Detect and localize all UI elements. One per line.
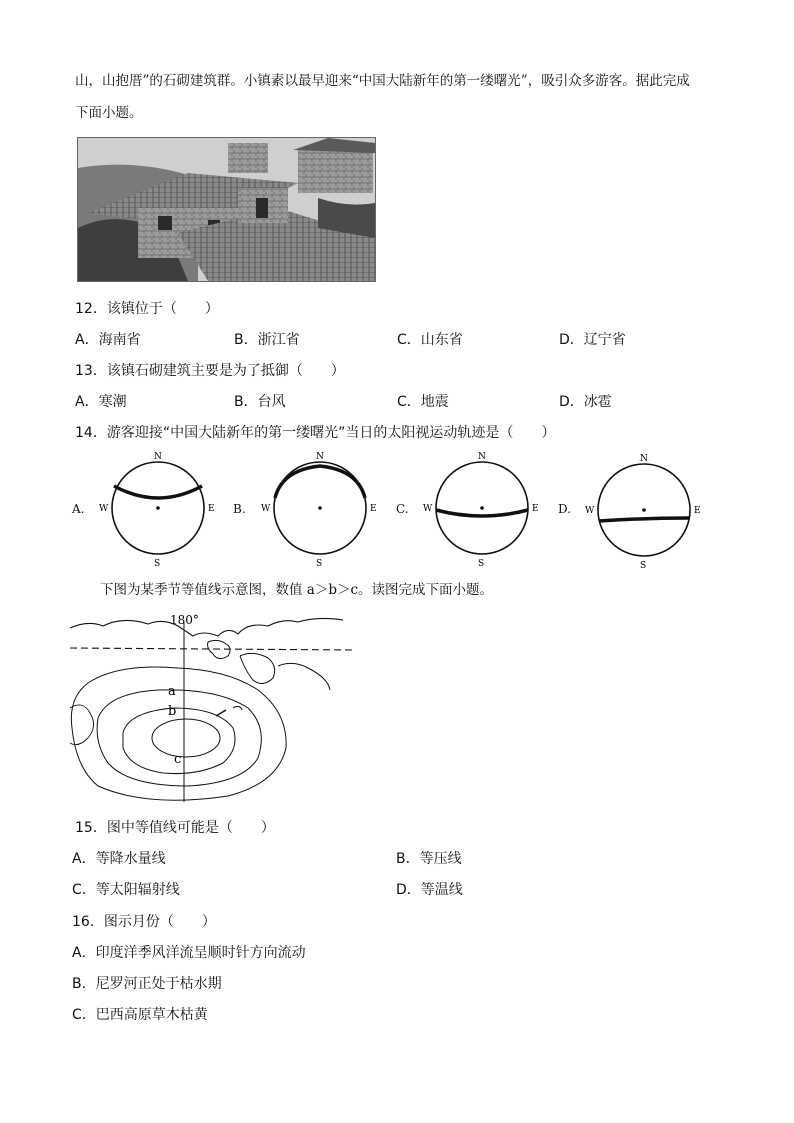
sun-path-dial-d[interactable] [585,454,701,570]
dial-c-s: S [478,559,485,569]
dial-b-e: E [370,504,377,514]
isoline-map [68,608,358,808]
intro-line-1: 山，山抱厝”的石砌建筑群。小镇素以最早迎来“中国大陆新年的第一缕曙光”，吸引众多游客。据此完成 [75,73,690,89]
q12-option-d[interactable]: D．辽宁省 [559,332,626,348]
dial-a-e: E [208,504,215,514]
dial-b-w: W [261,504,271,514]
question-13-stem: 13．该镇石砌建筑主要是为了抵御（ ） [75,363,345,379]
sun-path-dial-a[interactable] [99,452,215,569]
dial-c-n: N [478,452,486,462]
q15-option-d[interactable]: D．等温线 [396,882,463,898]
dial-d-w: W [585,506,595,516]
intro-line-2: 下面小题。 [75,105,143,121]
q14-option-a-letter[interactable]: A. [72,502,85,516]
contour-label-b: b [168,704,177,719]
dial-c-e: E [532,504,539,514]
q14-option-c-letter[interactable]: C. [396,502,409,516]
question-16-stem: 16．图示月份（ ） [72,914,216,930]
map-meridian-label: 180° [170,613,199,627]
q13-option-c[interactable]: C．地震 [397,394,449,410]
q13-option-d[interactable]: D．冰雹 [559,394,612,410]
question-15-stem: 15．图中等值线可能是（ ） [75,820,275,836]
dial-a-n: N [154,452,162,462]
contour-label-a: a [168,684,176,699]
question-14-stem: 14．游客迎接“中国大陆新年的第一缕曙光”当日的太阳视运动轨迹是（ ） [75,425,556,441]
q14-option-b-letter[interactable]: B. [233,502,246,516]
sun-path-diagrams [90,448,730,570]
q12-option-a[interactable]: A．海南省 [75,332,141,348]
dial-b-s: S [316,559,323,569]
q16-option-a[interactable]: A．印度洋季风洋流呈顺时针方向流动 [72,945,306,961]
q16-option-c[interactable]: C．巴西高原草木枯黄 [72,1007,208,1023]
q16-option-b[interactable]: B．尼罗河正处于枯水期 [72,976,222,992]
q13-option-a[interactable]: A．寒潮 [75,394,127,410]
dial-d-e: E [694,506,701,516]
q15-option-a[interactable]: A．等降水量线 [72,851,166,867]
sun-path-dial-c[interactable] [423,452,539,569]
dial-a-w: W [99,504,109,514]
dial-b-n: N [316,452,324,462]
dial-d-s: S [640,561,647,570]
intro-isoline-figure: 下图为某季节等值线示意图，数值 a＞b＞c。读图完成下面小题。 [100,582,494,598]
sun-path-dial-b[interactable] [261,452,377,569]
dial-a-s: S [154,559,161,569]
q12-option-b[interactable]: B．浙江省 [234,332,300,348]
q12-option-c[interactable]: C．山东省 [397,332,463,348]
q15-option-b[interactable]: B．等压线 [396,851,462,867]
dial-d-n: N [640,454,648,464]
q15-option-c[interactable]: C．等太阳辐射线 [72,882,180,898]
contour-label-c: c [174,752,182,767]
question-12-stem: 12．该镇位于（ ） [75,301,219,317]
q14-option-d-letter[interactable]: D. [558,502,572,516]
q13-option-b[interactable]: B．台风 [234,394,286,410]
stone-houses-photo [77,137,376,282]
dial-c-w: W [423,504,433,514]
